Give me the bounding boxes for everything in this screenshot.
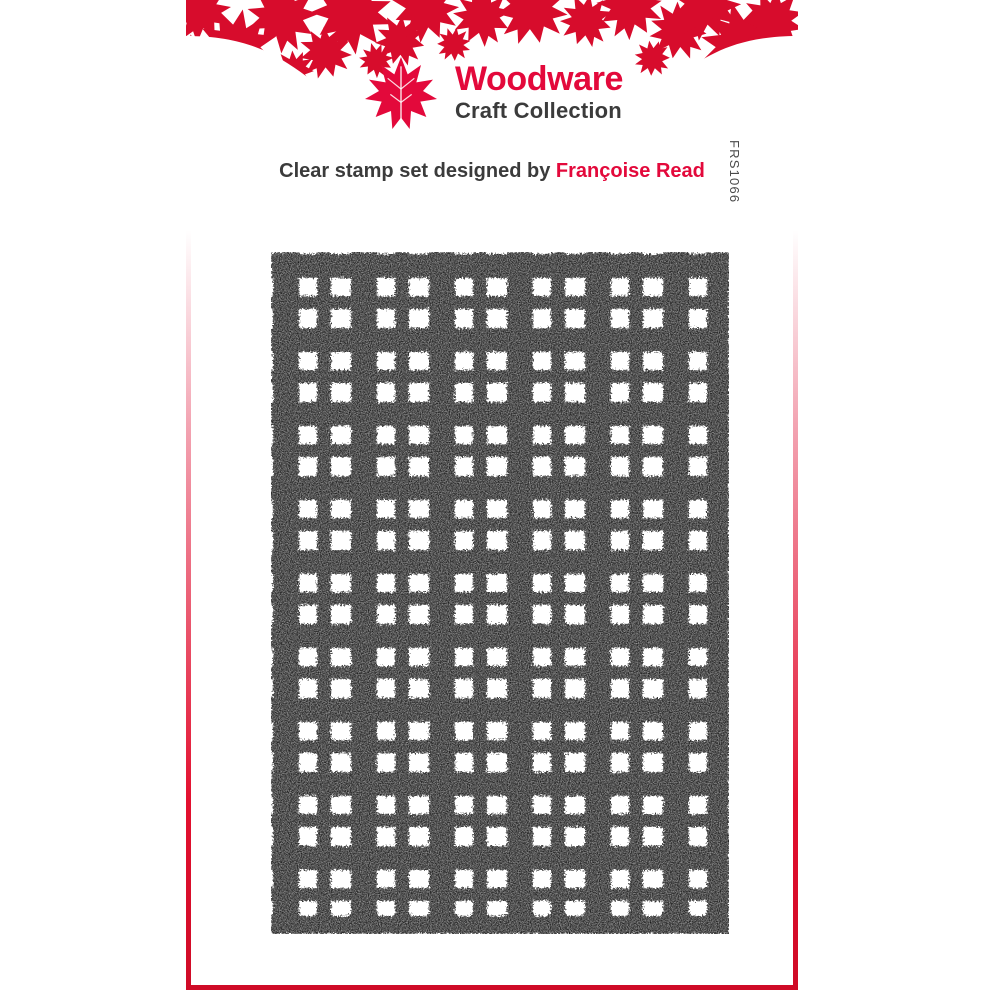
brand-subtitle: Craft Collection [454,97,622,123]
card-border-right [793,230,798,990]
designer-credit-prefix: Clear stamp set designed by [279,160,556,182]
designer-name: Françoise Read [555,160,705,182]
stamp-artwork [255,238,745,950]
sku-code: FRS1066 [727,140,742,204]
brand-name: Woodware [454,59,624,98]
maple-leaf-icon [361,53,441,133]
brand-lockup [186,48,798,138]
card-border-left [186,230,191,990]
designer-credit [186,160,798,183]
plaid-check-pattern [255,238,745,950]
card-border-bottom [186,985,798,990]
